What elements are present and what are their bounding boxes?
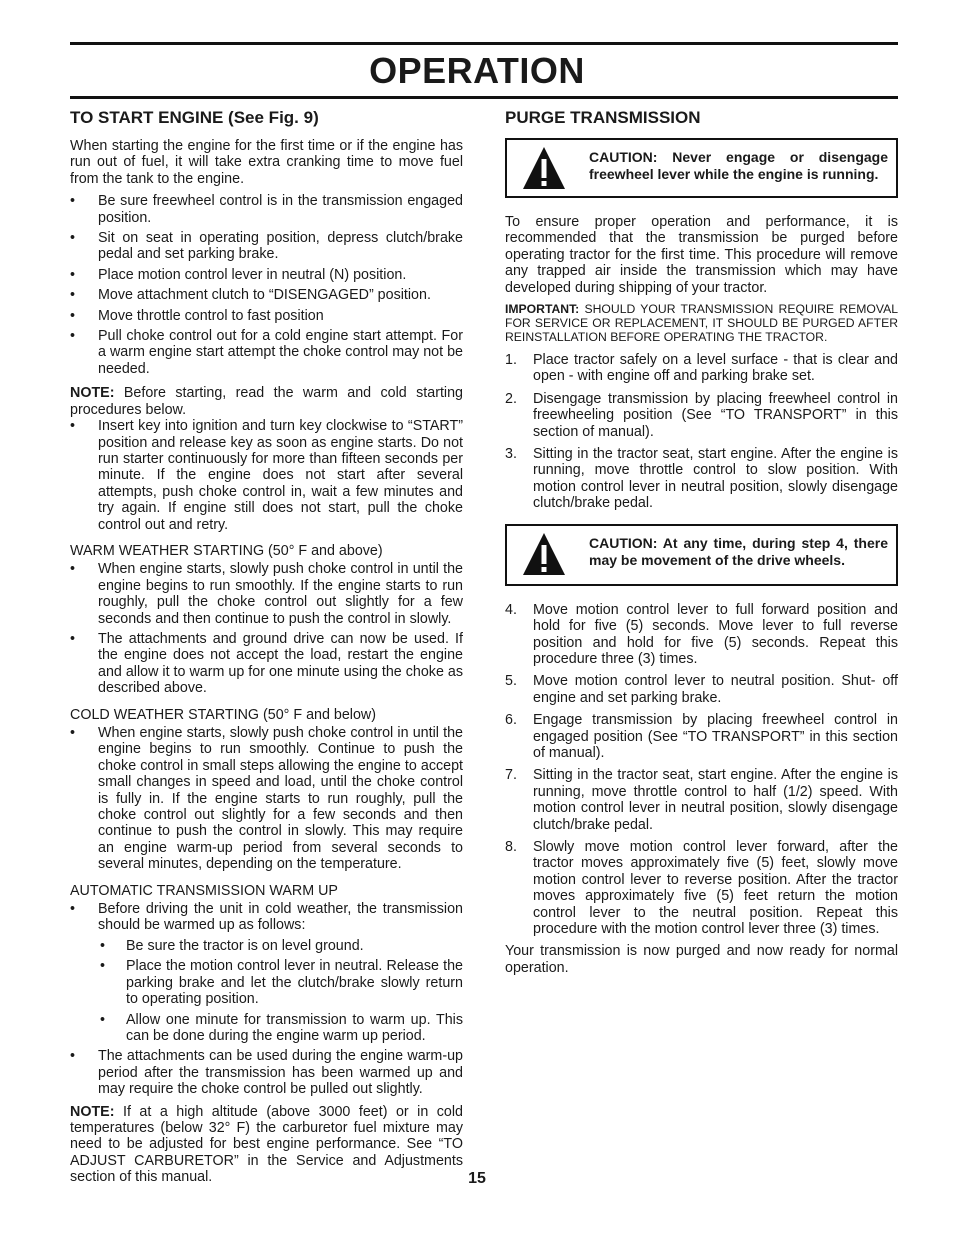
purge-closing: Your transmission is now purged and now ready for normal operation. [505, 943, 898, 976]
list-item: • Place motion control lever in neutral (N) position. [70, 267, 463, 283]
list-item: • Sit on seat in operating position, depress clutch/brake pedal and set parking brake. [70, 230, 463, 263]
step-item [505, 446, 898, 512]
note-starting [70, 385, 463, 418]
step-text: Engage transmission by placing freewheel control in engaged position (See “TO TRANSPORT” in this section of manual). [533, 712, 898, 761]
right-column [505, 108, 898, 982]
list-item: • Move throttle control to fast position [70, 308, 463, 324]
step-number: 4. [505, 601, 517, 618]
important-label: IMPORTANT: [505, 302, 580, 317]
sub-list-item: • Allow one minute for transmission to warm up. This can be done during the engine warm up period. [70, 1012, 463, 1045]
note-text: If at a high altitude (above 3000 feet) or in cold temperatures (below 32° F) the carburetor fuel mixture may need to be adjusted for best engine performance. See “TO ADJUST CARBURETOR” in the Service and Adjustments section of this manual. [70, 1103, 463, 1186]
caution-box [505, 138, 898, 198]
important-text: SHOULD YOUR TRANSMISSION REQUIRE REMOVAL FOR SERVICE OR REPLACEMENT, IT SHOULD BE PURGED AFTER REINSTALLATION BEFORE OPERATING THE TRACTOR. [505, 302, 898, 345]
list-item: • Be sure freewheel control is in the transmission engaged position. [70, 193, 463, 226]
step-text: Slowly move motion control lever forward, after the tractor moves approximately five (5) feet, slowly move motion control lever to reverse position. After the tractor moves approximately five (5) feet return the motion control lever to the neutral position. Repeat this procedure with the motion control lever three (3) times. [533, 838, 898, 937]
page-title: OPERATION [369, 50, 585, 91]
cold-weather-heading: COLD WEATHER STARTING (50° F and below) [70, 706, 377, 723]
step-item [505, 602, 898, 668]
important-notice [505, 302, 898, 344]
step-item [505, 712, 898, 761]
header-bottom-rule [70, 96, 898, 99]
warning-icon [521, 145, 567, 191]
step-number: 7. [505, 767, 517, 784]
note-label: NOTE: [70, 1103, 115, 1120]
caution-text: CAUTION: At any time, during step 4, there may be movement of the drive wheels. [589, 534, 888, 568]
step-item [505, 839, 898, 937]
step-number: 1. [505, 352, 517, 369]
sub-list-item: • Be sure the tractor is on level ground. [70, 938, 463, 954]
list-item: • The attachments and ground drive can now be used. If the engine does not accept the load, restart the engine and allow it to warm up for one minute using the choke as described above. [70, 631, 463, 697]
step-number: 3. [505, 446, 517, 463]
step-item [505, 767, 898, 833]
step-number: 5. [505, 673, 517, 690]
start-engine-heading: TO START ENGINE (See Fig. 9) [70, 108, 319, 127]
note-label: NOTE: [70, 385, 115, 402]
step-number: 8. [505, 838, 517, 855]
warm-weather-heading: WARM WEATHER STARTING (50° F and above) [70, 542, 383, 559]
caution-text: CAUTION: Never engage or disengage freewheel lever while the engine is running. [589, 149, 888, 182]
step-number: 6. [505, 712, 517, 729]
left-column [70, 108, 463, 1192]
start-engine-intro: When starting the engine for the first time or if the engine has run out of fuel, it will take extra cranking time to move fuel from the tank to the engine. [70, 138, 463, 187]
note-text: Before starting, read the warm and cold starting procedures below. [70, 385, 463, 418]
step-text: Place tractor safely on a level surface - that is clear and open - with engine off and parking brake set. [533, 352, 898, 385]
caution-box [505, 524, 898, 586]
sub-list-item: • Place the motion control lever in neutral. Release the parking brake and let the clutch/brake slowly return to operating position. [70, 958, 463, 1007]
step-text: Move motion control lever to full forward position and hold for five (5) seconds. Move lever to full reverse position and hold for five (5) seconds. Repeat this procedure three (3) times. [533, 601, 898, 667]
list-item-key: • Insert key into ignition and turn key clockwise to “START” position and release key as soon as engine starts. Do not run starter continuously for more than fifteen seconds per minute. If the engine does not start after several attempts, push choke control in, wait a few minutes and try again. If engine still does not start, pull the choke control out and retry. [70, 418, 463, 533]
step-text: Sitting in the tractor seat, start engine. After the engine is running, move throttle control to slow position. With motion control lever in neutral position, slowly disengage clutch/brake pedal. [533, 446, 898, 512]
list-item: • When engine starts, slowly push choke control in until the engine begins to run smoothly. Continue to push the choke control in small steps allowing the engine to accept small changes in speed and load, until the choke control is fully in. If the engine starts to run roughly, pull the choke control out slightly for a few seconds and then continue to push the control in slowly. This may require an engine warm-up period from several seconds to several minutes, depending on the temperature. [70, 725, 463, 873]
step-number: 2. [505, 390, 517, 407]
page-number: 15 [468, 1170, 486, 1187]
step-item [505, 673, 898, 706]
warning-icon [521, 531, 567, 577]
auto-transmission-heading: AUTOMATIC TRANSMISSION WARM UP [70, 882, 338, 899]
step-text: Disengage transmission by placing freewheel control in freewheeling position (See “TO TRANSPORT” in this section of manual). [533, 390, 898, 440]
step-text: Sitting in the tractor seat, start engine. After the engine is running, move throttle control to half (1/2) speed. With motion control lever in neutral position, slowly disengage clutch/brake pedal. [533, 767, 898, 833]
step-item [505, 352, 898, 385]
step-text: Move motion control lever to neutral position. Shut- off engine and set parking brake. [533, 673, 898, 706]
list-item: • Pull choke control out for a cold engine start attempt. For a warm engine start attempt the choke control may not be needed. [70, 328, 463, 377]
list-item: • Move attachment clutch to “DISENGAGED” position. [70, 287, 463, 303]
list-item: • The attachments can be used during the engine warm-up period after the transmission has been warmed up and may require the choke control be pulled out slightly. [70, 1048, 463, 1097]
purge-intro: To ensure proper operation and performance, it is recommended that the transmission be purged before operating tractor for the first time. This procedure will remove any trapped air inside the transmission which may have developed during shipping of your tractor. [505, 214, 898, 296]
purge-heading: PURGE TRANSMISSION [505, 108, 701, 127]
list-item: • When engine starts, slowly push choke control in until the engine begins to run smoothly. If the engine starts to run roughly, pull the choke control out slightly for a few seconds and then continue to push the control in slowly. [70, 561, 463, 627]
step-item [505, 391, 898, 440]
list-item: • Before driving the unit in cold weather, the transmission should be warmed up as follows: [70, 901, 463, 934]
